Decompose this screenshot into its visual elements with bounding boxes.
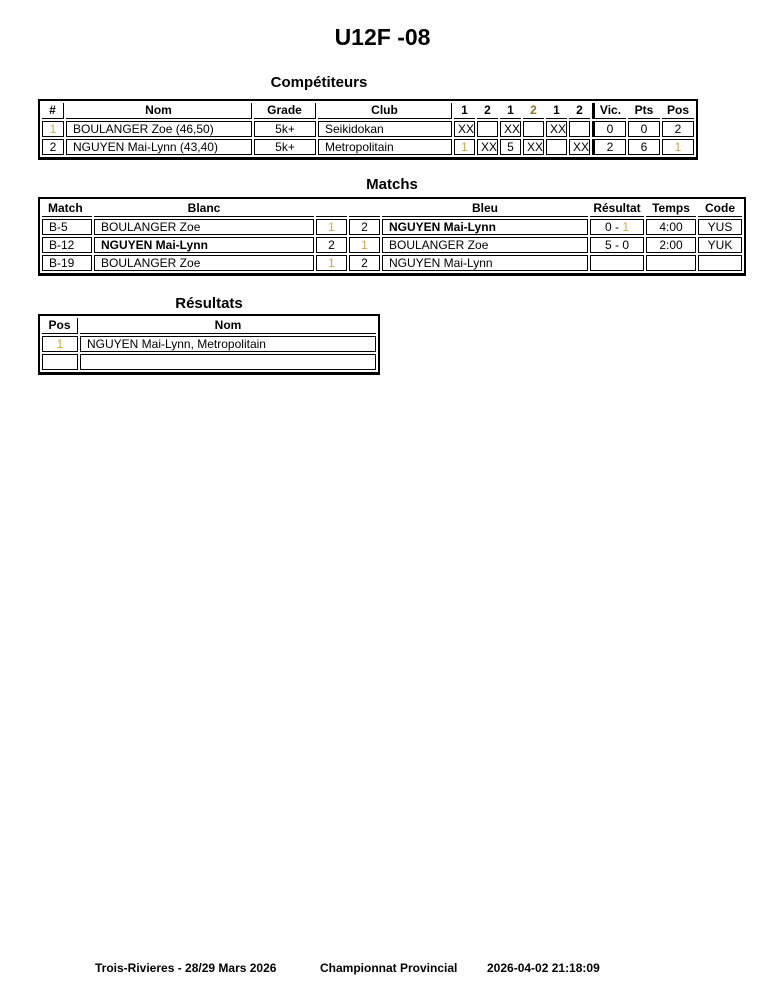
match-time-cell — [646, 255, 696, 271]
match-blanc-player-cell: NGUYEN Mai-Lynn — [94, 237, 314, 253]
competitor-club-cell: Seikidokan — [318, 121, 452, 137]
competitor-position-cell: 2 — [662, 121, 694, 137]
results-table — [38, 314, 380, 375]
competitor-points-cell: 6 — [628, 139, 660, 155]
competitor-grade-cell: 5k+ — [254, 121, 316, 137]
result-row — [42, 336, 376, 352]
gold-digit: 1 — [361, 237, 368, 252]
header-match-id: Match — [42, 201, 92, 217]
header-match-3: 1 — [500, 103, 521, 119]
gold-digit: 1 — [56, 336, 64, 351]
matches-section-title: Matchs — [366, 176, 418, 193]
results-section-title: Résultats — [175, 295, 243, 312]
match-blanc-player-cell: BOULANGER Zoe — [94, 255, 314, 271]
result-name-cell: NGUYEN Mai-Lynn, Metropolitain — [80, 336, 376, 352]
header-nom: Nom — [80, 318, 376, 334]
match-row — [42, 219, 742, 235]
competitor-match-1-cell: XX — [454, 121, 475, 137]
competitor-club-cell: Metropolitain — [318, 139, 452, 155]
match-code-cell: YUK — [698, 237, 742, 253]
header-blanc: Blanc — [94, 201, 314, 217]
competitor-match-6-cell: XX — [569, 139, 590, 155]
gold-digit: 1 — [461, 139, 468, 154]
header-pts: Pts — [628, 103, 660, 119]
page-title: U12F -08 — [334, 24, 431, 50]
competitor-number-cell: 2 — [42, 139, 64, 155]
match-blanc-number-cell — [316, 255, 347, 271]
competitor-match-5-cell: XX — [546, 121, 567, 137]
match-code-cell — [698, 255, 742, 271]
header-pos: Pos — [662, 103, 694, 119]
match-blanc-number-cell — [316, 219, 347, 235]
footer-generated-timestamp: 2026-04-02 21:18:09 — [487, 961, 600, 975]
result-row — [42, 354, 376, 370]
gold-digit: 1 — [674, 139, 682, 154]
result-position-cell — [42, 354, 78, 370]
competitor-match-5-cell — [546, 139, 567, 155]
header-club: Club — [318, 103, 452, 119]
header-bleu: Bleu — [382, 201, 588, 217]
result-name-cell — [80, 354, 376, 370]
header-match-2: 2 — [477, 103, 498, 119]
match-result-cell — [590, 255, 644, 271]
gold-digit: 1 — [49, 121, 57, 136]
result-position-cell — [42, 336, 78, 352]
header-temps: Temps — [646, 201, 696, 217]
match-blanc-player-cell: BOULANGER Zoe — [94, 219, 314, 235]
header-nom: Nom — [66, 103, 252, 119]
header-grade: Grade — [254, 103, 316, 119]
results-header-row — [42, 318, 376, 334]
competitor-position-cell — [662, 139, 694, 155]
competitor-number-cell — [42, 121, 64, 137]
match-time-cell: 2:00 — [646, 237, 696, 253]
gold-digit: 1 — [328, 255, 335, 270]
matches-header-row — [42, 201, 742, 217]
header-score-bleu — [349, 201, 380, 217]
match-result-cell: 5 - 0 — [590, 237, 644, 253]
competitors-table — [38, 99, 698, 160]
competitors-section-title: Compétiteurs — [270, 74, 368, 91]
competitor-name-cell: BOULANGER Zoe (46,50) — [66, 121, 252, 137]
header-match-4: 2 — [523, 103, 544, 119]
header-match-5: 1 — [546, 103, 567, 119]
competitor-match-1-cell — [454, 139, 475, 155]
match-id-cell: B-5 — [42, 219, 92, 235]
competitor-match-3-cell: 5 — [500, 139, 521, 155]
gold-digit: 1 — [622, 219, 630, 234]
match-bleu-number-cell: 2 — [349, 219, 380, 235]
match-bleu-player-cell: BOULANGER Zoe — [382, 237, 588, 253]
match-code-cell: YUS — [698, 219, 742, 235]
header-resultat: Résultat — [590, 201, 644, 217]
competitor-match-2-cell: XX — [477, 139, 498, 155]
header-match-6: 2 — [569, 103, 590, 119]
match-bleu-player-cell: NGUYEN Mai-Lynn — [382, 255, 588, 271]
header-pos: Pos — [42, 318, 78, 334]
header-score-blanc — [316, 201, 347, 217]
header-code: Code — [698, 201, 742, 217]
competitors-header-row — [42, 103, 694, 119]
competitor-match-6-cell — [569, 121, 590, 137]
competitor-points-cell: 0 — [628, 121, 660, 137]
competitor-grade-cell: 5k+ — [254, 139, 316, 155]
match-bleu-number-cell — [349, 237, 380, 253]
competitor-victories-cell: 0 — [592, 121, 626, 137]
match-row — [42, 255, 742, 271]
competitor-row — [42, 121, 694, 137]
match-bleu-number-cell: 2 — [349, 255, 380, 271]
competitor-match-4-cell — [523, 121, 544, 137]
match-time-cell: 4:00 — [646, 219, 696, 235]
competitor-match-2-cell — [477, 121, 498, 137]
matches-table — [38, 197, 746, 276]
competitor-match-4-cell: XX — [523, 139, 544, 155]
footer-venue-date: Trois-Rivieres - 28/29 Mars 2026 — [95, 961, 277, 975]
header-match-1: 1 — [454, 103, 475, 119]
gold-digit: 1 — [328, 219, 335, 234]
match-bleu-player-cell: NGUYEN Mai-Lynn — [382, 219, 588, 235]
match-row — [42, 237, 742, 253]
competitor-row — [42, 139, 694, 155]
header-num: # — [42, 103, 64, 119]
competitor-name-cell: NGUYEN Mai-Lynn (43,40) — [66, 139, 252, 155]
match-id-cell: B-12 — [42, 237, 92, 253]
header-vic: Vic. — [592, 103, 626, 119]
match-result-cell: 0 - 1 — [590, 219, 644, 235]
competitor-match-3-cell: XX — [500, 121, 521, 137]
competitor-victories-cell: 2 — [592, 139, 626, 155]
match-id-cell: B-19 — [42, 255, 92, 271]
footer-event: Championnat Provincial — [320, 961, 458, 975]
match-blanc-number-cell: 2 — [316, 237, 347, 253]
